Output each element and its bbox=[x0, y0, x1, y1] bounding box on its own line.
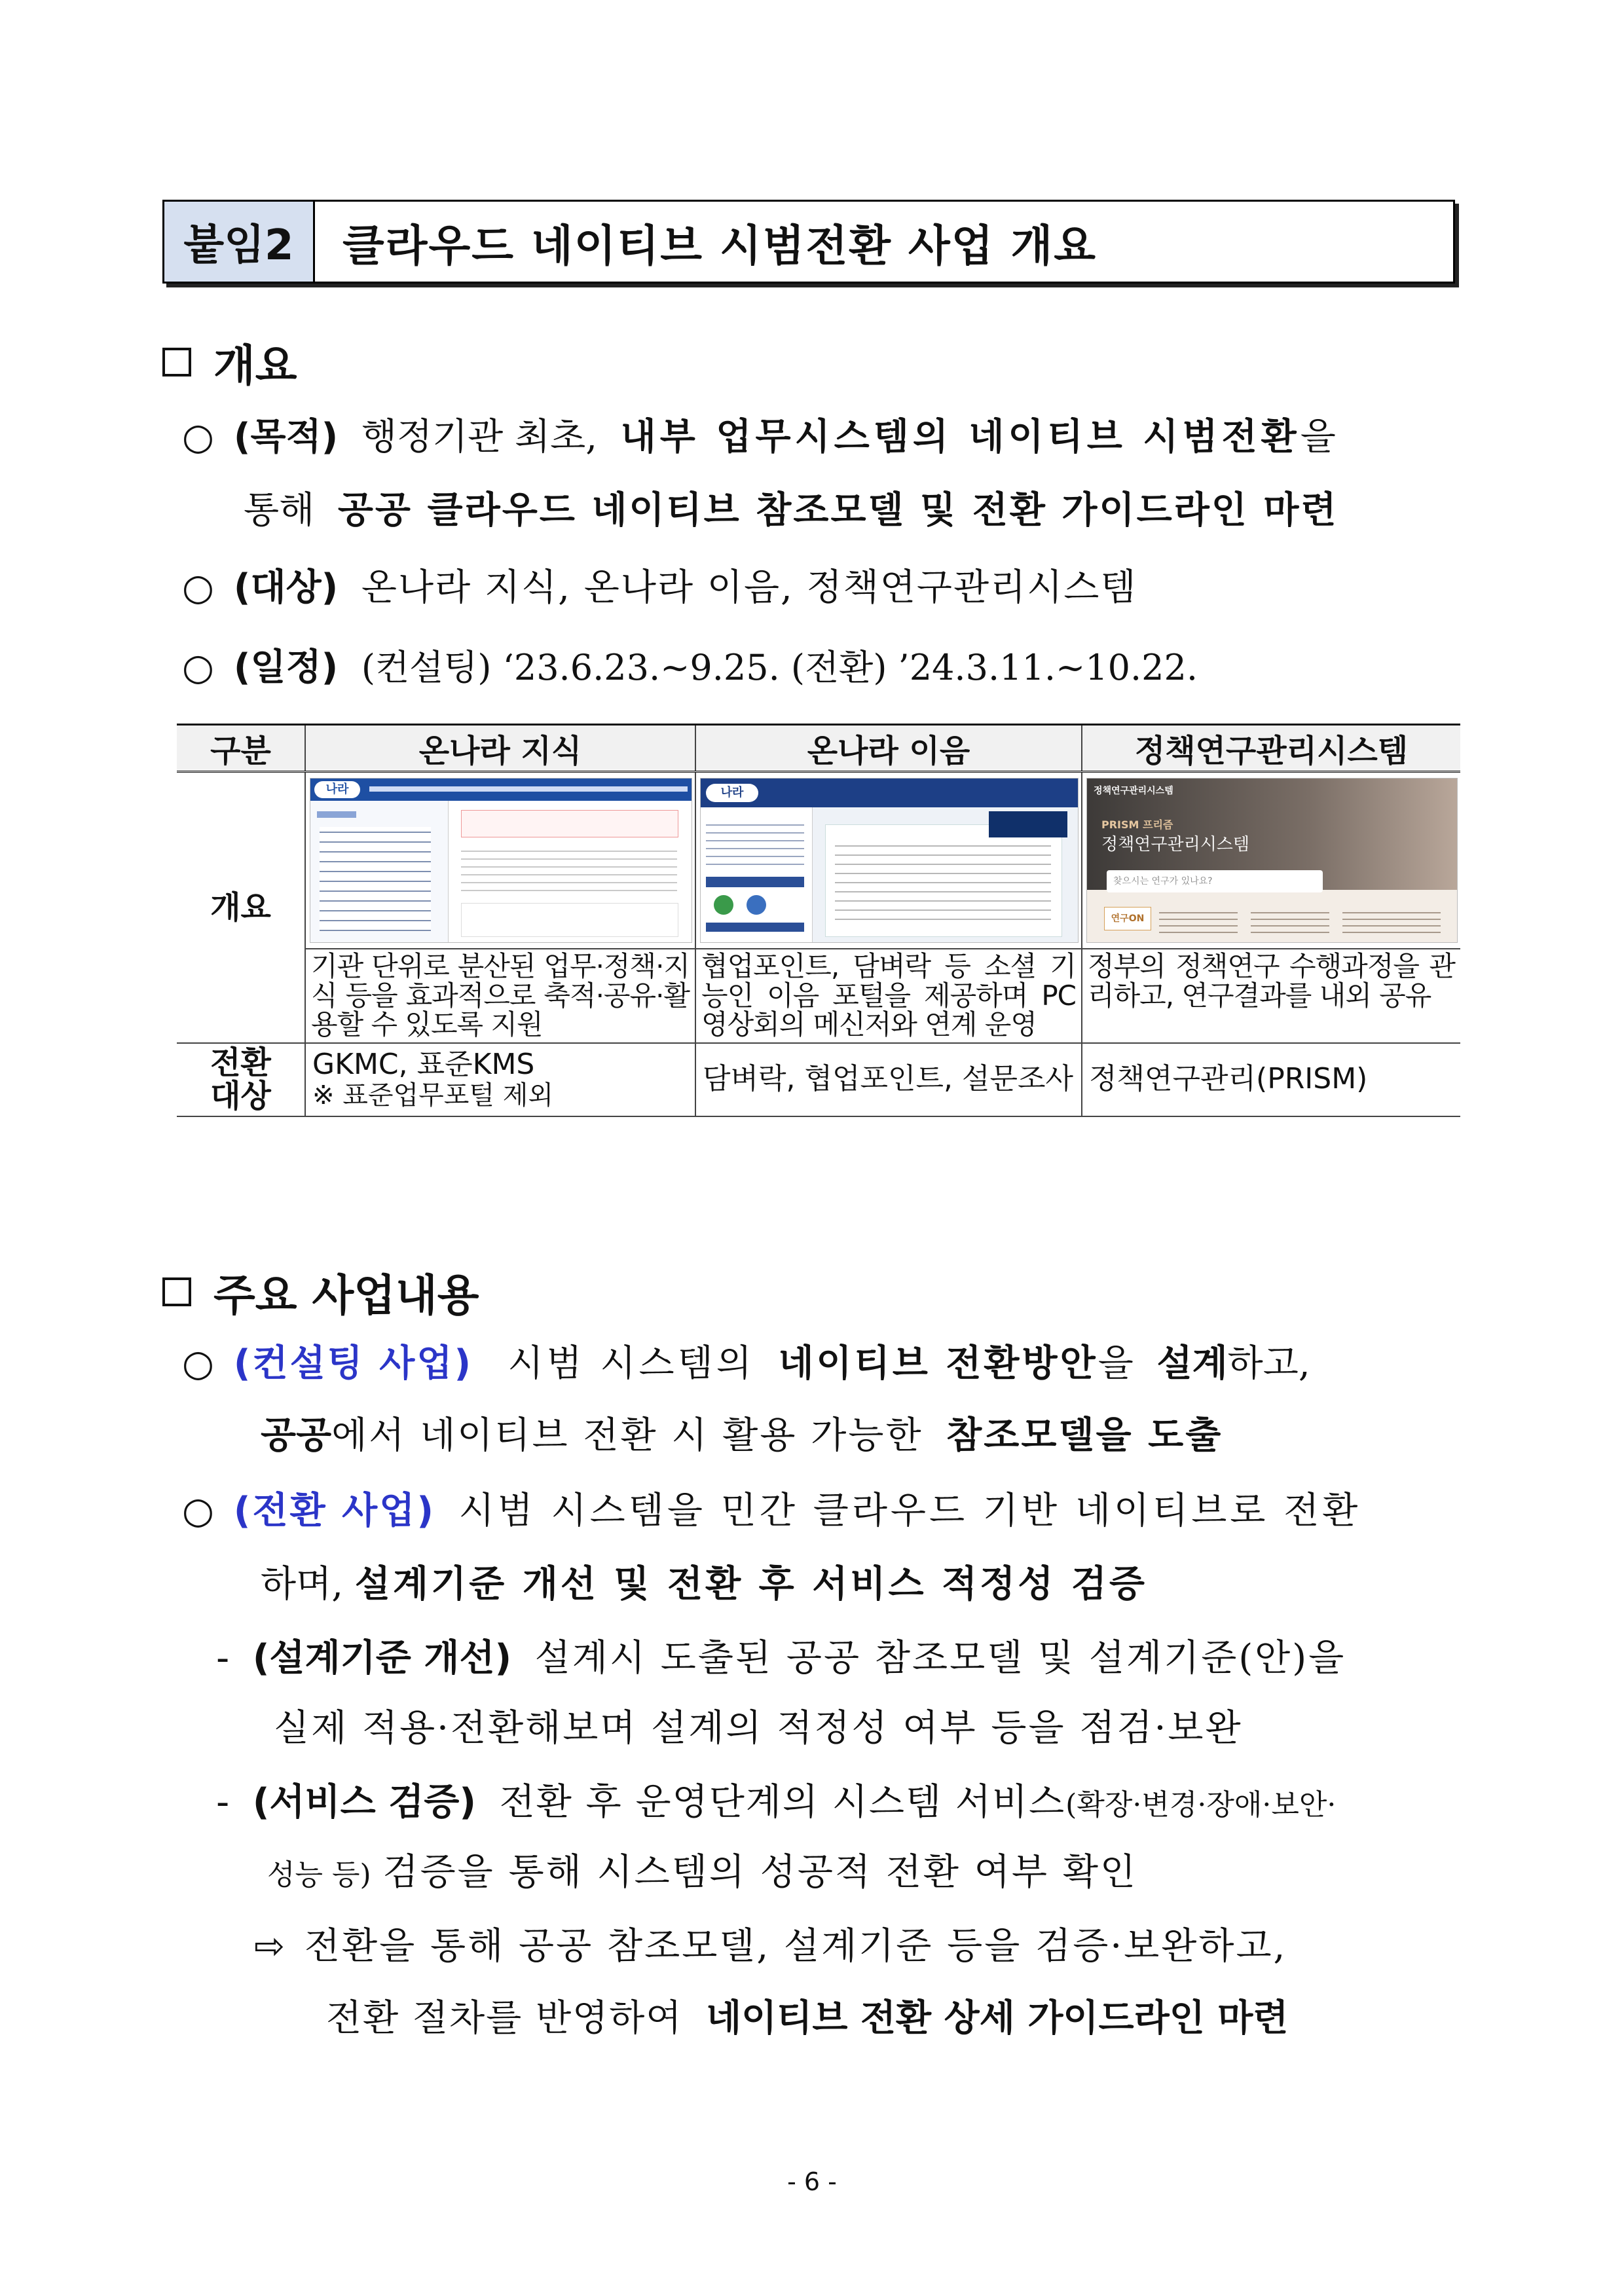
header-ieum: 온나라 이음 bbox=[695, 725, 1082, 772]
title-box bbox=[162, 200, 1455, 284]
dash-bullet: - bbox=[216, 1637, 230, 1680]
screenshot-cell-jisik bbox=[305, 772, 695, 949]
convert-line-1 bbox=[182, 1490, 1361, 1532]
ieum-screenshot bbox=[700, 778, 1079, 943]
header-prism: 정책연구관리시스템 bbox=[1082, 725, 1460, 772]
table-row-targets bbox=[177, 1043, 1460, 1116]
screenshot-cell-ieum bbox=[695, 772, 1082, 949]
checkbox-square-icon bbox=[162, 1277, 191, 1306]
header-category: 구분 bbox=[177, 725, 305, 772]
section-overview-title: 개요 bbox=[213, 340, 297, 391]
design-line-2 bbox=[274, 1707, 1243, 1750]
table-header-row bbox=[177, 725, 1460, 772]
consult-text: 시범 시스템의 bbox=[507, 1342, 755, 1385]
prism-on-badge: 연구ON bbox=[1104, 907, 1151, 930]
purpose-emphasis-2: 공공 클라우드 네이티브 참조모델 및 전환 가이드라인 마련 bbox=[337, 489, 1338, 532]
service-text: 전환 후 운영단계의 시스템 서비스 bbox=[499, 1781, 1066, 1824]
prism-search: 찾으시는 연구가 있나요? bbox=[1107, 870, 1323, 892]
purpose-line-1 bbox=[182, 416, 1336, 458]
purpose-emphasis: 내부 업무시스템의 네이티브 시범전환 bbox=[620, 416, 1301, 458]
consult-emphasis: 네이티브 전환방안 bbox=[778, 1342, 1098, 1385]
consult-mid: 을 bbox=[1098, 1342, 1134, 1385]
convert-emphasis: 설계기준 개선 및 전환 후 서비스 적정성 검증 bbox=[354, 1563, 1148, 1606]
design-text: 설계시 도출된 공공 참조모델 및 설계기준(안)을 bbox=[534, 1637, 1346, 1680]
service-line-2 bbox=[267, 1851, 1138, 1894]
result-line-1 bbox=[254, 1925, 1287, 1968]
purpose-label: (목적) bbox=[233, 416, 339, 458]
service-text-2: 검증을 통해 시스템의 성공적 전환 여부 확인 bbox=[382, 1851, 1138, 1894]
arrow-icon: ⇨ bbox=[254, 1925, 285, 1968]
purpose-text-2: 통해 bbox=[244, 489, 315, 532]
section-overview-heading bbox=[162, 331, 297, 393]
design-line-1 bbox=[216, 1637, 1346, 1680]
row-label-target-1: 전환 bbox=[210, 1044, 271, 1082]
checkbox-square-icon bbox=[162, 348, 191, 376]
prism-subtitle: PRISM 프리즘 bbox=[1101, 818, 1173, 831]
result-text: 전환을 통해 공공 참조모델, 설계기준 등을 검증·보완하고, bbox=[304, 1925, 1287, 1968]
target-jisik-note: ※ 표준업무포털 제외 bbox=[312, 1080, 554, 1111]
target-ieum: 담벼락, 협업포인트, 설문조사 bbox=[695, 1043, 1082, 1116]
desc-ieum: 협업포인트, 담벼락 등 소셜 기능인 이음 포털을 제공하며 PC 영상회의 메신저와 연계 운영 bbox=[695, 949, 1082, 1043]
prism-brand: 정책연구관리시스템 bbox=[1094, 786, 1173, 796]
page-title: 클라우드 네이티브 시범전환 사업 개요 bbox=[342, 220, 1098, 271]
page-number: - 6 - bbox=[787, 2167, 837, 2196]
overview-table bbox=[177, 724, 1460, 1117]
desc-jisik: 기관 단위로 분산된 업무·정책·지식 등을 효과적으로 축적·공유·활용할 수 있도록 지원 bbox=[305, 949, 695, 1043]
design-text-2: 실제 적용·전환해보며 설계의 적정성 여부 등을 점검·보완 bbox=[274, 1707, 1243, 1750]
title-tag: 붙임2 bbox=[164, 202, 315, 282]
convert-text-2: 하며, bbox=[261, 1563, 343, 1606]
screenshot-cell-prism bbox=[1082, 772, 1460, 949]
jisik-logo: 나라 bbox=[314, 781, 360, 798]
target-jisik bbox=[305, 1043, 695, 1116]
convert-label: (전환 사업) bbox=[233, 1490, 435, 1532]
row-label-target-2: 대상 bbox=[210, 1077, 271, 1114]
section-main-title: 주요 사업내용 bbox=[213, 1270, 479, 1321]
consult-emphasis-4: 참조모델을 도출 bbox=[946, 1414, 1223, 1457]
consult-emphasis-2: 설계 bbox=[1156, 1342, 1228, 1385]
design-label: (설계기준 개선) bbox=[252, 1637, 512, 1680]
circle-bullet-icon: ○ bbox=[182, 1490, 214, 1532]
circle-bullet-icon: ○ bbox=[182, 566, 214, 609]
ieum-logo: 나라 bbox=[706, 784, 758, 802]
section-main-heading bbox=[162, 1260, 479, 1323]
consult-text-2: 에서 네이티브 전환 시 활용 가능한 bbox=[331, 1414, 923, 1457]
consult-line-2 bbox=[261, 1414, 1223, 1457]
service-small: (확장·변경·장애·보안· bbox=[1065, 1788, 1337, 1822]
service-line-1 bbox=[216, 1781, 1337, 1824]
consult-label: (컨설팅 사업) bbox=[233, 1342, 473, 1385]
schedule-text: (컨설팅) ‘23.6.23.~9.25. (전환) ’24.3.11.~10.22. bbox=[361, 647, 1198, 688]
result-text-2: 전환 절차를 반영하여 bbox=[326, 1997, 683, 2040]
target-label: (대상) bbox=[233, 566, 339, 609]
schedule-line bbox=[182, 646, 1198, 689]
table-row-descriptions bbox=[177, 949, 1460, 1043]
target-text: 온나라 지식, 온나라 이음, 정책연구관리시스템 bbox=[361, 566, 1137, 609]
jisik-screenshot bbox=[310, 778, 692, 943]
row-label-target bbox=[177, 1043, 305, 1116]
target-line bbox=[182, 566, 1137, 609]
target-jisik-line1: GKMC, 표준KMS bbox=[312, 1048, 535, 1082]
circle-bullet-icon: ○ bbox=[182, 646, 214, 689]
purpose-tail: 을 bbox=[1300, 416, 1336, 458]
result-line-2 bbox=[326, 1997, 1289, 2040]
purpose-text: 행정기관 최초, bbox=[361, 416, 598, 458]
consult-emphasis-3: 공공 bbox=[261, 1414, 332, 1457]
result-emphasis: 네이티브 전환 상세 가이드라인 마련 bbox=[706, 1997, 1289, 2040]
desc-prism: 정부의 정책연구 수행과정을 관리하고, 연구결과를 내외 공유 bbox=[1082, 949, 1460, 1043]
convert-line-2 bbox=[261, 1563, 1148, 1606]
header-jisik: 온나라 지식 bbox=[305, 725, 695, 772]
purpose-line-2 bbox=[244, 489, 1338, 532]
schedule-label: (일정) bbox=[233, 646, 339, 689]
target-prism: 정책연구관리(PRISM) bbox=[1082, 1043, 1460, 1116]
convert-text: 시범 시스템을 민간 클라우드 기반 네이티브로 전환 bbox=[458, 1490, 1361, 1532]
service-small-2: 성능 등) bbox=[267, 1858, 371, 1892]
table-row-screenshots bbox=[177, 772, 1460, 949]
consult-tail: 하고, bbox=[1227, 1342, 1310, 1385]
service-label: (서비스 검증) bbox=[252, 1781, 476, 1824]
prism-screenshot bbox=[1086, 778, 1458, 943]
dash-bullet: - bbox=[216, 1781, 230, 1824]
consult-line-1 bbox=[182, 1342, 1310, 1385]
row-label-overview: 개요 bbox=[177, 772, 305, 1043]
prism-title: 정책연구관리시스템 bbox=[1101, 835, 1250, 854]
circle-bullet-icon: ○ bbox=[182, 416, 214, 458]
circle-bullet-icon: ○ bbox=[182, 1342, 214, 1385]
